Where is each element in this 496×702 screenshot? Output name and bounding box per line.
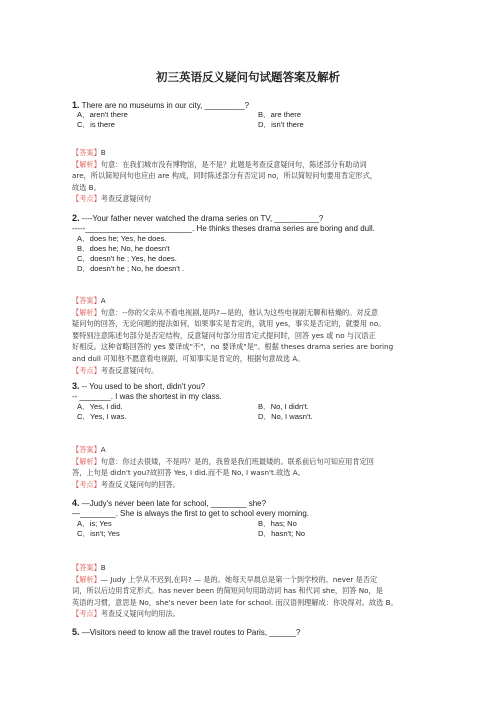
question-2-option-b: B．does he; No, he doesn't — [77, 244, 170, 253]
analysis-line: 疑问句的回答，无论问题的提法如何，如果事实是肯定的，就用 yes，事实是否定的，就要用 no。 — [72, 319, 386, 329]
analysis-text: 句意：在我们城市没有博物馆，是不是？此题是考查反意疑问句，陈述部分有助动词 — [100, 159, 367, 169]
answer-value: B — [100, 563, 106, 572]
answer-tag: 【答案】 — [72, 296, 101, 305]
question-2-stem-line2: -----________________________. He thinks theses drama series are boring and dull. — [72, 224, 375, 233]
question-4-option-b: B．has; No — [258, 519, 297, 528]
point-text: 考查反义疑问句的用法。 — [100, 609, 180, 619]
analysis-line — [72, 307, 436, 319]
question-1-option-b: B．are there — [258, 110, 302, 119]
question-number: 4. — [72, 498, 80, 508]
question-3-stem: 3. -- You used to be short, didn't you? -- _______. I was the shortest in my class. — [72, 381, 452, 402]
analysis-line: and dull 可知他不愿意看电视剧，可知事实是肯定的，根据句意故选 A。 — [72, 353, 305, 363]
question-4-answer-block — [72, 562, 436, 620]
analysis-line: 英语的习惯，意思是 No，she's never been late for school. 而汉语则理解成：你说得对。故选 B。 — [72, 597, 398, 607]
question-number: 2. — [72, 213, 80, 223]
question-number: 1. — [72, 100, 80, 110]
answer-tag: 【答案】 — [72, 563, 101, 572]
analysis-text: 句意：--你的父亲从不看电视剧,是吗?—是的，他认为这些电视剧无聊和枯燥的。对反意 — [100, 307, 378, 317]
question-3-answer-block — [72, 444, 436, 490]
answer-value: B — [100, 148, 106, 157]
question-3-option-b: B．No, I didn't. — [258, 402, 309, 411]
point-line — [72, 365, 436, 377]
analysis-tag: 【解析】 — [72, 456, 101, 466]
question-2-option-c: C．doesn't he ; Yes, he does. — [77, 254, 177, 263]
answer-tag: 【答案】 — [72, 445, 101, 454]
point-line — [72, 608, 436, 620]
question-4-option-d: D．hasn't; No — [258, 529, 306, 538]
analysis-line: 要特别注意陈述句部分是否定结构，反意疑问句部分用肯定式提问时，回答 yes 或 no 与汉语正 — [72, 330, 376, 340]
answer-line — [72, 444, 436, 456]
analysis-line — [72, 159, 436, 171]
analysis-line: 词，所以后边用肯定形式。has never been 的简短问句用助动词 has 和代词 she，回答 No，是 — [72, 586, 383, 596]
analysis-text: 句意：你过去很矮，不是吗？是的，我曾是我们班最矮的。联系前后句可知应用肯定回 — [100, 456, 374, 466]
analysis-line: 好相反。这种省略回答的 yes 要译成"不"，no 要译成"是"。根据 theses drama series are boring — [72, 342, 394, 352]
point-line — [72, 193, 436, 205]
answer-value: A — [100, 296, 106, 305]
question-4-stem: 4. —Judy's never been late for school, ________ she? —________. She is always the first to get to school every morning. — [72, 498, 452, 519]
question-1-stem: 1. There are no museums in our city, _________? — [72, 100, 250, 110]
question-1-option-a: A．aren't there — [77, 110, 128, 119]
answer-value: A — [100, 445, 106, 454]
analysis-tag: 【解析】 — [72, 574, 101, 584]
point-text: 考查反意疑问句。 — [100, 365, 159, 375]
question-2-option-a: A．does he; Yes, he does. — [77, 234, 167, 243]
question-1-option-d: D．isn't there — [258, 120, 304, 129]
point-line — [72, 479, 436, 491]
question-3-stem-line2: -- _______. I was the shortest in my class. — [72, 392, 222, 401]
question-2-option-d: D．doesn't he ; No, he doesn't . — [77, 264, 185, 273]
point-tag: 【考点】 — [72, 365, 101, 375]
question-3-option-a: A．Yes, I did. — [77, 402, 123, 411]
analysis-line: are，所以简短问句也应由 are 构成，同时陈述部分有否定词 no，所以简短问句要用肯定形式， — [72, 171, 377, 181]
question-4-stem-line2: —________. She is always the first to get to school every morning. — [72, 509, 310, 518]
answer-line — [72, 562, 436, 574]
analysis-line — [72, 456, 436, 468]
answer-line — [72, 295, 436, 307]
point-text: 考查反意疑问句 — [100, 194, 152, 204]
question-2-stem: 2. ----Your father never watched the drama series on TV, __________? -----________________________. He thinks theses drama series are boring and dull. — [72, 213, 452, 234]
analysis-tag: 【解析】 — [72, 159, 101, 169]
question-4-option-a: A．is; Yes — [77, 519, 112, 528]
analysis-line — [72, 574, 436, 586]
point-tag: 【考点】 — [72, 609, 101, 619]
document-title: 初三英语反义疑问句试题答案及解析 — [156, 70, 340, 84]
point-text: 考查反义疑问句的回答。 — [100, 479, 180, 489]
point-tag: 【考点】 — [72, 479, 101, 489]
question-5-stem: 5. —Visitors need to know all the travel routes to Paris, ______? — [72, 627, 301, 637]
question-3-option-d: D．No, I wasn't. — [258, 412, 313, 421]
answer-tag: 【答案】 — [72, 148, 101, 157]
question-1-answer-block — [72, 147, 436, 205]
question-1-option-c: C．is there — [77, 120, 115, 129]
question-3-option-c: C．Yes, I was. — [77, 412, 127, 421]
analysis-line: 答，上句是 didn't you?故回答 Yes, I did.而不是 No, I wasn't.故选 A。 — [72, 468, 305, 478]
question-number: 3. — [72, 381, 80, 391]
analysis-text: — Judy 上学从不迟到,在吗? — 是的。她每天早晨总是第一个到学校的。never 是否定 — [100, 574, 378, 584]
answer-line — [72, 147, 436, 159]
question-number: 5. — [72, 627, 80, 637]
analysis-tag: 【解析】 — [72, 307, 101, 317]
analysis-line: 故选 B。 — [72, 182, 101, 192]
question-4-option-c: C．isn't; Yes — [77, 529, 120, 538]
point-tag: 【考点】 — [72, 194, 101, 204]
question-2-answer-block — [72, 295, 436, 376]
